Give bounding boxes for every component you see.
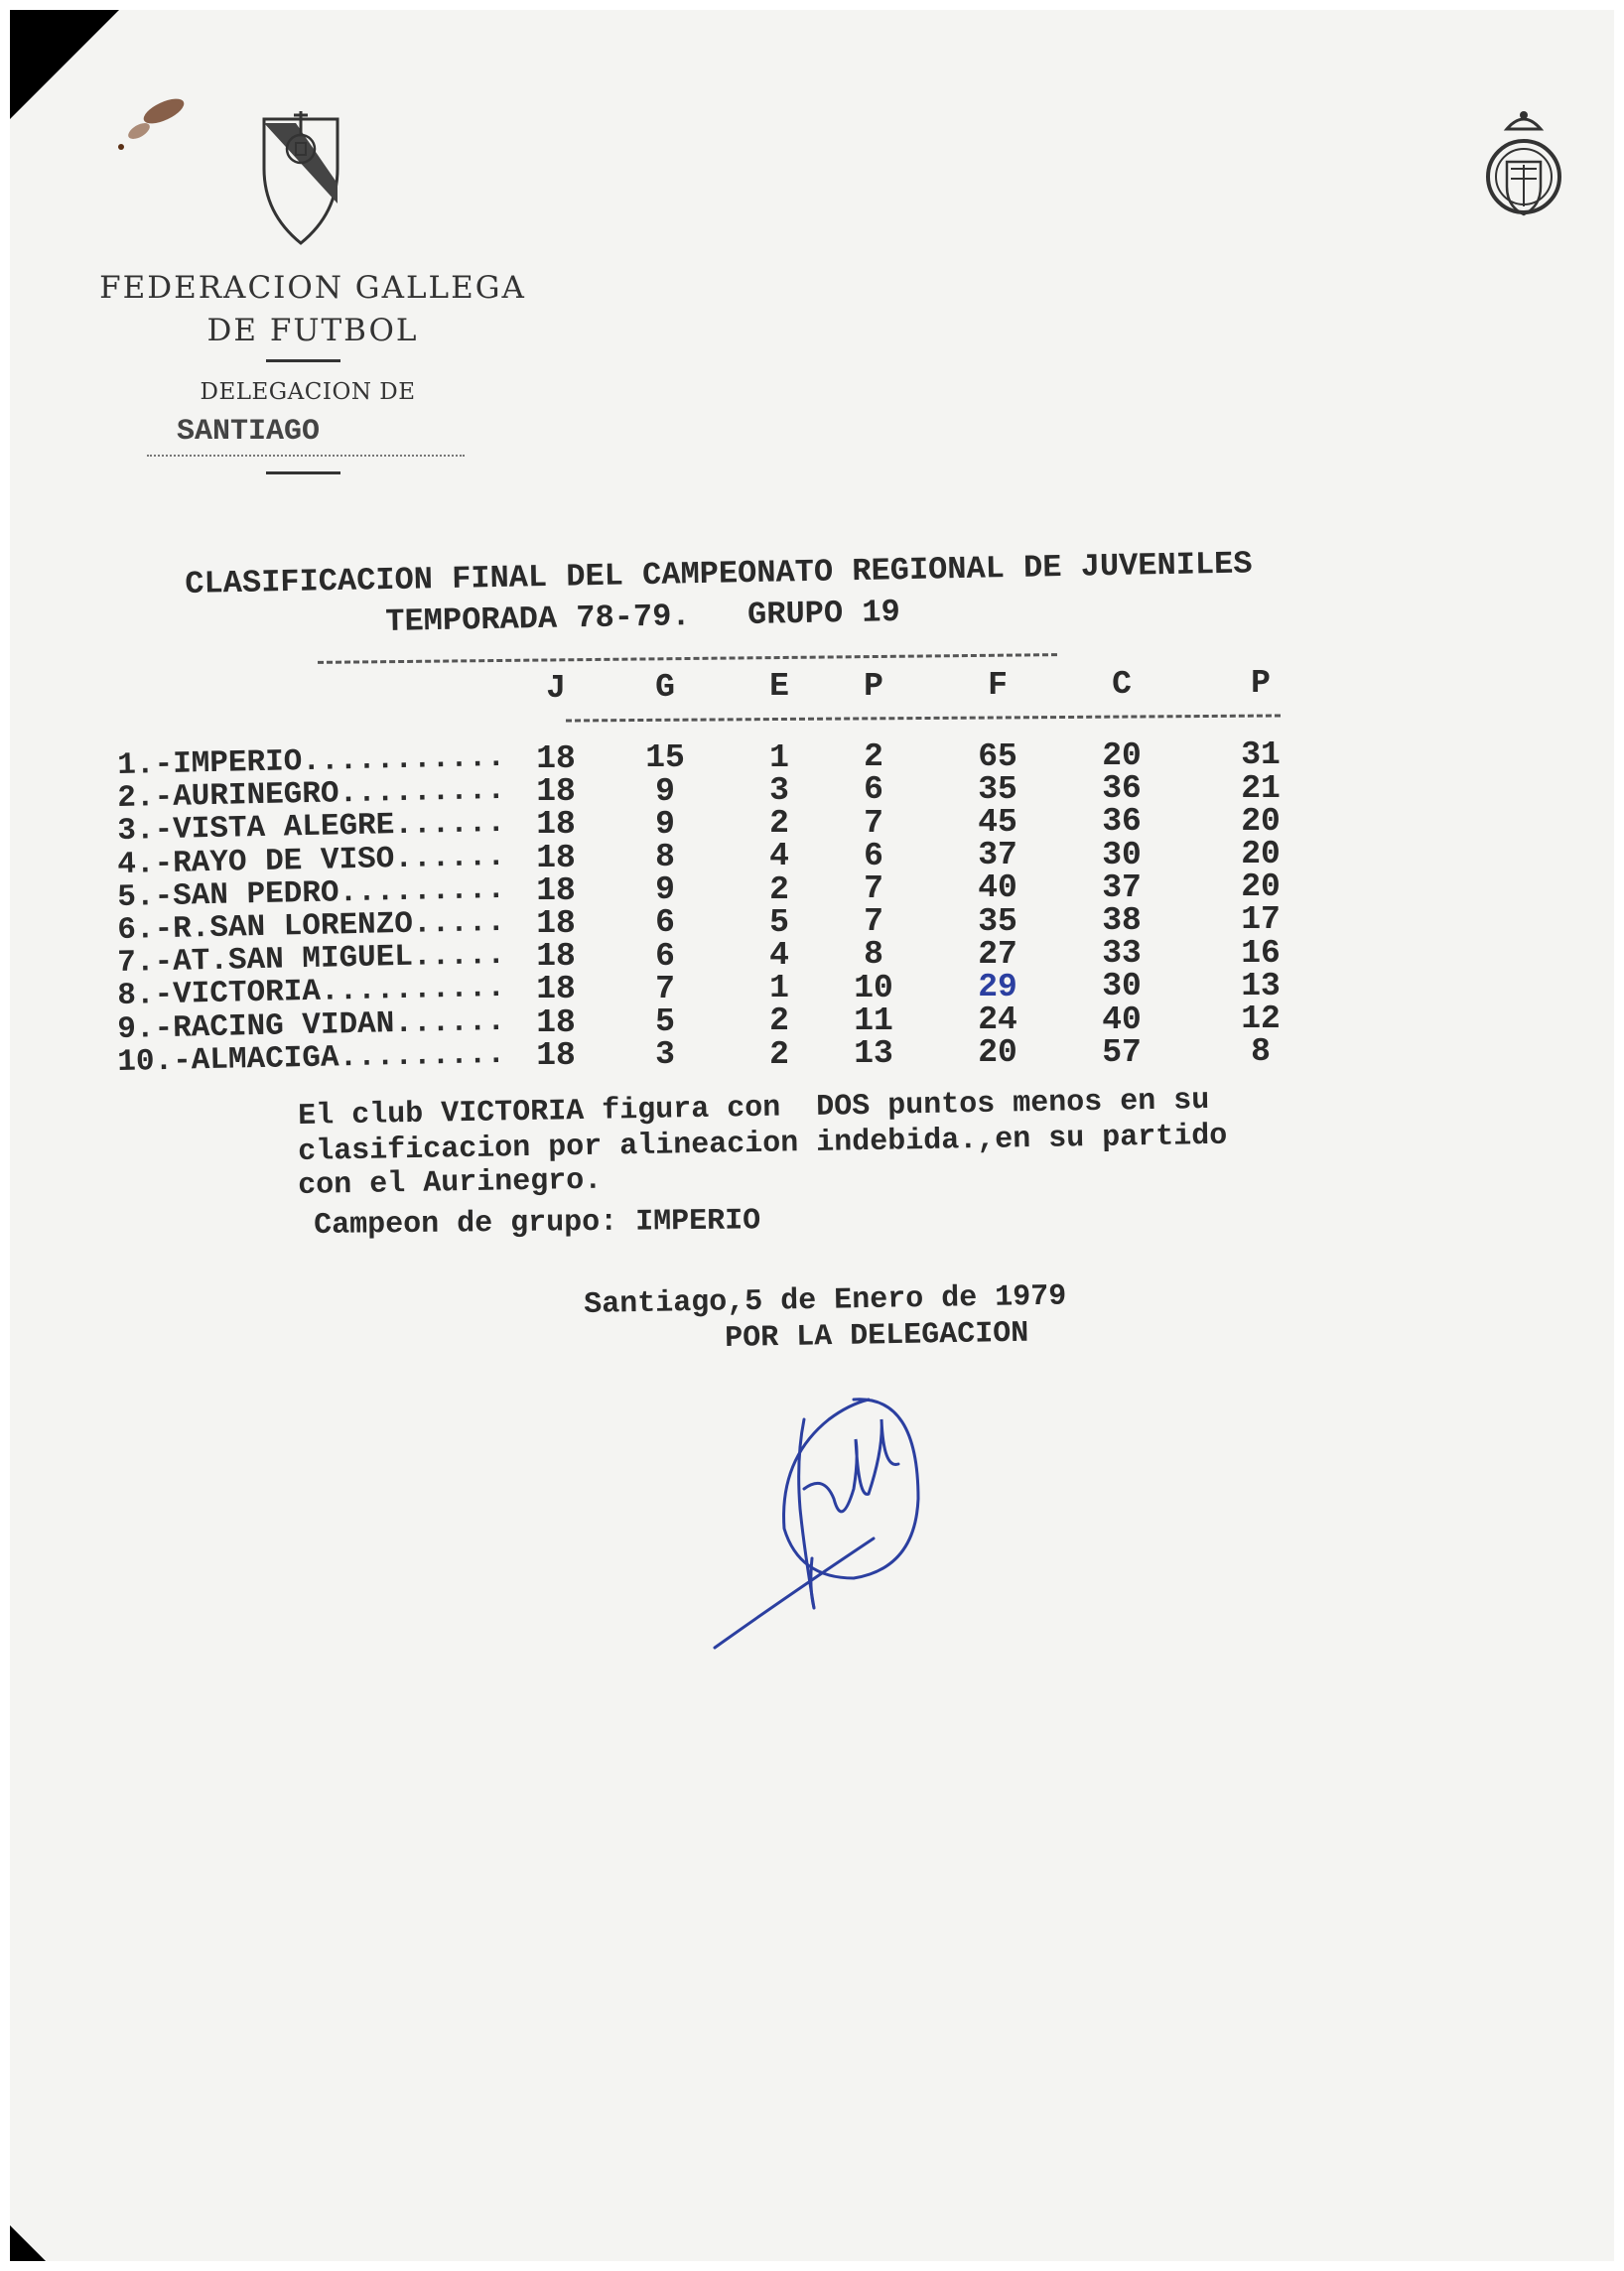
cell-j: 18: [536, 1003, 576, 1041]
org-name-line2: DE FUTBOL: [206, 313, 419, 348]
cell-pts: 16: [1241, 934, 1281, 972]
header-e: E: [769, 668, 789, 706]
cell-c: 33: [1102, 935, 1142, 973]
cell-j: 18: [536, 839, 576, 876]
cell-p: 6: [864, 837, 883, 874]
cell-pts: 20: [1241, 802, 1281, 840]
cell-f: 20: [978, 1034, 1017, 1072]
note-line-1: El club VICTORIA figura con DOS puntos menos en su: [298, 1083, 1210, 1134]
cell-j: 18: [536, 773, 576, 811]
cell-g: 8: [655, 839, 675, 875]
cell-c: 36: [1102, 803, 1142, 841]
cell-e: 2: [769, 805, 789, 843]
delegation-city: SANTIAGO: [177, 415, 321, 449]
cell-pts: 17: [1241, 901, 1281, 939]
cell-e: 5: [769, 903, 789, 941]
signatory-line: POR LA DELEGACION: [725, 1316, 1029, 1356]
scan-corner-shadow: [10, 10, 119, 119]
document-title: CLASIFICACION FINAL DEL CAMPEONATO REGIONAL DE JUVENILES: [185, 545, 1253, 602]
letterhead-rule-top: [266, 359, 340, 362]
cell-j: 18: [536, 905, 576, 942]
note-line-2: clasificacion por alineacion indebida.,en su partido: [298, 1119, 1228, 1169]
cell-f: 27: [978, 935, 1017, 973]
cell-p: 7: [864, 804, 883, 842]
cell-pts: 8: [1251, 1033, 1271, 1071]
cell-g: 9: [655, 805, 675, 843]
header-pts: P: [1251, 665, 1271, 703]
cell-e: 4: [769, 937, 789, 974]
team-name: 5.-SAN PEDRO.........: [117, 871, 506, 915]
header-f: F: [988, 666, 1008, 704]
title-underline: [318, 653, 1057, 664]
federation-shield-logo: [256, 109, 345, 248]
cell-j: 18: [536, 871, 576, 909]
rust-stain: [109, 89, 199, 159]
document-page: [10, 10, 1614, 2261]
cell-pts: 31: [1241, 736, 1281, 774]
cell-f: 24: [978, 1002, 1017, 1039]
header-c: C: [1112, 666, 1132, 703]
team-name: 6.-R.SAN LORENZO.....: [117, 904, 506, 948]
cell-e: 1: [769, 738, 789, 776]
cell-c: 30: [1102, 836, 1142, 873]
cell-pts: 20: [1241, 836, 1281, 872]
cell-j: 18: [536, 740, 576, 777]
cell-e: 2: [769, 1002, 789, 1040]
cell-j: 18: [536, 938, 576, 976]
cell-e: 4: [769, 838, 789, 875]
team-name: 1.-IMPERIO...........: [117, 739, 506, 783]
cell-p: 11: [854, 1002, 893, 1039]
cell-c: 37: [1102, 868, 1142, 906]
cell-c: 30: [1102, 968, 1142, 1005]
champion-line: Campeon de grupo: IMPERIO: [314, 1204, 761, 1243]
cell-f: 40: [978, 869, 1017, 907]
cell-g: 6: [655, 904, 675, 942]
cell-pts: 21: [1241, 769, 1281, 807]
cell-f: 45: [978, 804, 1017, 841]
cell-e: 2: [769, 1035, 789, 1073]
team-name: 3.-VISTA ALEGRE......: [117, 806, 506, 850]
team-name: 2.-AURINEGRO.........: [117, 773, 506, 817]
cell-f: 65: [978, 737, 1017, 775]
cell-c: 40: [1102, 1001, 1142, 1038]
document-subtitle: TEMPORADA 78-79. GRUPO 19: [385, 594, 901, 640]
team-name: 4.-RAYO DE VISO......: [117, 839, 506, 882]
cell-g: 7: [655, 970, 675, 1007]
cell-pts: 12: [1241, 1001, 1281, 1037]
cell-g: 6: [655, 937, 675, 975]
cell-f: 35: [978, 902, 1017, 940]
cell-f: 35: [978, 770, 1017, 808]
cell-c: 20: [1102, 737, 1142, 774]
cell-g: 3: [655, 1036, 675, 1074]
cell-pts: 13: [1241, 967, 1281, 1004]
handwritten-signature: [705, 1380, 943, 1677]
team-name: 10.-ALMACIGA.........: [117, 1036, 506, 1080]
cell-c: 36: [1102, 770, 1142, 808]
cell-p: 6: [864, 771, 883, 809]
note-line-3: con el Aurinegro.: [298, 1163, 603, 1203]
cell-pts: 20: [1241, 868, 1281, 906]
cell-p: 7: [864, 870, 883, 907]
team-name: 7.-AT.SAN MIGUEL.....: [117, 938, 506, 982]
cell-p: 8: [864, 936, 883, 974]
letterhead-rule-bottom: [266, 471, 340, 474]
team-name: 8.-VICTORIA..........: [117, 971, 506, 1014]
cell-e: 1: [769, 970, 789, 1007]
delegation-dotted-line: [147, 455, 465, 457]
cell-f: 29: [978, 969, 1017, 1005]
cell-p: 10: [854, 969, 893, 1006]
cell-p: 13: [854, 1035, 893, 1072]
header-g: G: [655, 669, 675, 707]
cell-c: 57: [1102, 1033, 1142, 1071]
delegation-label: DELEGACION DE: [200, 379, 416, 405]
cell-p: 7: [864, 903, 883, 941]
cell-e: 2: [769, 870, 789, 908]
cell-g: 5: [655, 1003, 675, 1040]
cell-g: 9: [655, 772, 675, 810]
royal-crest-logo: [1479, 107, 1568, 226]
place-and-date: Santiago,5 de Enero de 1979: [584, 1279, 1067, 1322]
header-p: P: [864, 667, 883, 705]
cell-g: 15: [645, 739, 685, 777]
cell-g: 9: [655, 871, 675, 909]
header-underline: [566, 714, 1281, 722]
cell-j: 18: [536, 1036, 576, 1074]
scan-corner-shadow-bottom: [10, 2225, 46, 2261]
cell-c: 38: [1102, 902, 1142, 939]
team-name: 9.-RACING VIDAN......: [117, 1003, 506, 1047]
org-name-line1: FEDERACION GALLEGA: [99, 270, 526, 306]
header-j: J: [546, 670, 566, 707]
cell-j: 18: [536, 971, 576, 1008]
cell-p: 2: [864, 738, 883, 776]
cell-e: 3: [769, 772, 789, 809]
cell-f: 37: [978, 837, 1017, 874]
cell-j: 18: [536, 806, 576, 844]
